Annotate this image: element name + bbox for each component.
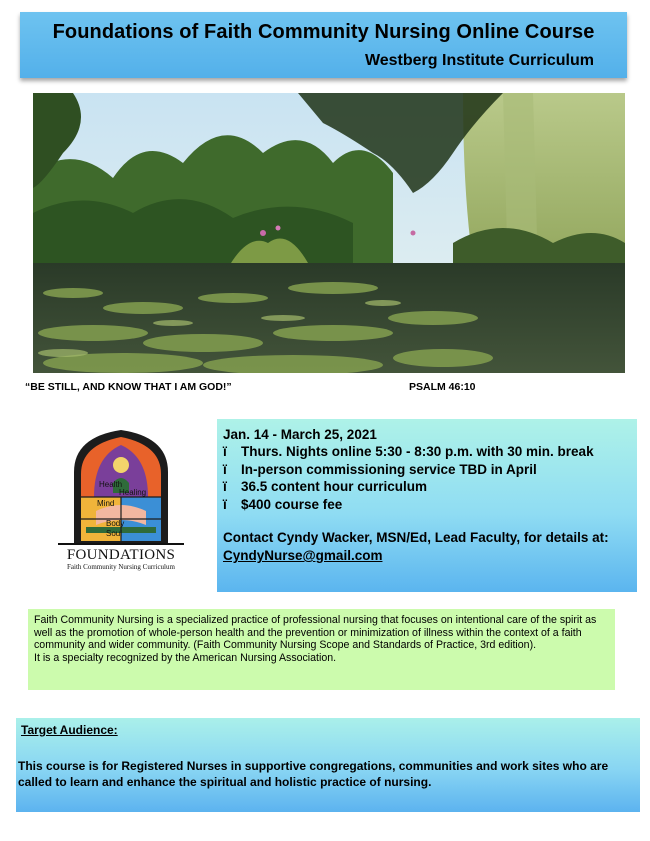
logo-name: FOUNDATIONS (66, 547, 176, 563)
detail-text: 36.5 content hour curriculum (241, 479, 428, 494)
detail-text: Thurs. Nights online 5:30 - 8:30 p.m. with 30 min. break (241, 444, 594, 459)
foundations-logo (56, 427, 186, 577)
logo-word-healing: Healing (119, 488, 147, 497)
about-paragraph: Faith Community Nursing is a specialized practice of professional nursing that focuses on intentional care of the spirit as well as the promotion of whole-person health and the prevention or minimization of illness within the context of a faith community and wider community. (Faith Community Nursing Scope and Standards of Practice, 3rd edition). (34, 614, 597, 651)
detail-text: In-person commissioning service TBD in April (241, 461, 537, 477)
page-subtitle: Westberg Institute Curriculum (364, 52, 594, 69)
course-dates: Jan. 14 - March 25, 2021 (223, 427, 377, 442)
bible-reference: PSALM 46:10 (409, 381, 476, 393)
logo-word-mind: Mind (97, 499, 115, 508)
page-title: Foundations of Faith Community Nursing Online Course (52, 21, 595, 43)
bible-quote: “BE STILL, AND KNOW THAT I AM GOD!” (25, 381, 232, 393)
logo-word-health: Health (99, 480, 123, 489)
lily-pond-photo (33, 93, 625, 373)
target-audience-text: This course is for Registered Nurses in supportive congregations, communities and work sites who are called to learn and enhance the spiritual and holistic practice of nursing. (18, 759, 609, 789)
detail-text: $400 course fee (241, 496, 343, 512)
course-details-box (217, 419, 637, 592)
contact-email-link[interactable]: CyndyNurse@gmail.com (223, 548, 383, 563)
list-item (223, 461, 631, 479)
target-audience-box (16, 718, 640, 812)
bullet-marker: ï (223, 444, 227, 459)
course-details-list (223, 443, 631, 513)
header-banner (20, 12, 627, 78)
list-item (223, 443, 631, 461)
about-recognition: It is a specialty recognized by the American Nursing Association. (34, 651, 337, 664)
bullet-marker: ï (223, 496, 227, 512)
contact-text: Contact Cyndy Wacker, MSN/Ed, Lead Faculty, for details at: (223, 530, 609, 545)
list-item (223, 478, 631, 496)
target-audience-heading: Target Audience: (21, 723, 118, 737)
about-fcn-box (28, 609, 615, 690)
list-item (223, 496, 631, 514)
logo-word-body: Body (106, 519, 125, 528)
bullet-marker: ï (223, 461, 227, 477)
bullet-marker: ï (223, 479, 227, 494)
logo-word-soul: Soul (106, 529, 123, 538)
logo-tagline: Faith Community Nursing Curriculum (67, 563, 175, 571)
